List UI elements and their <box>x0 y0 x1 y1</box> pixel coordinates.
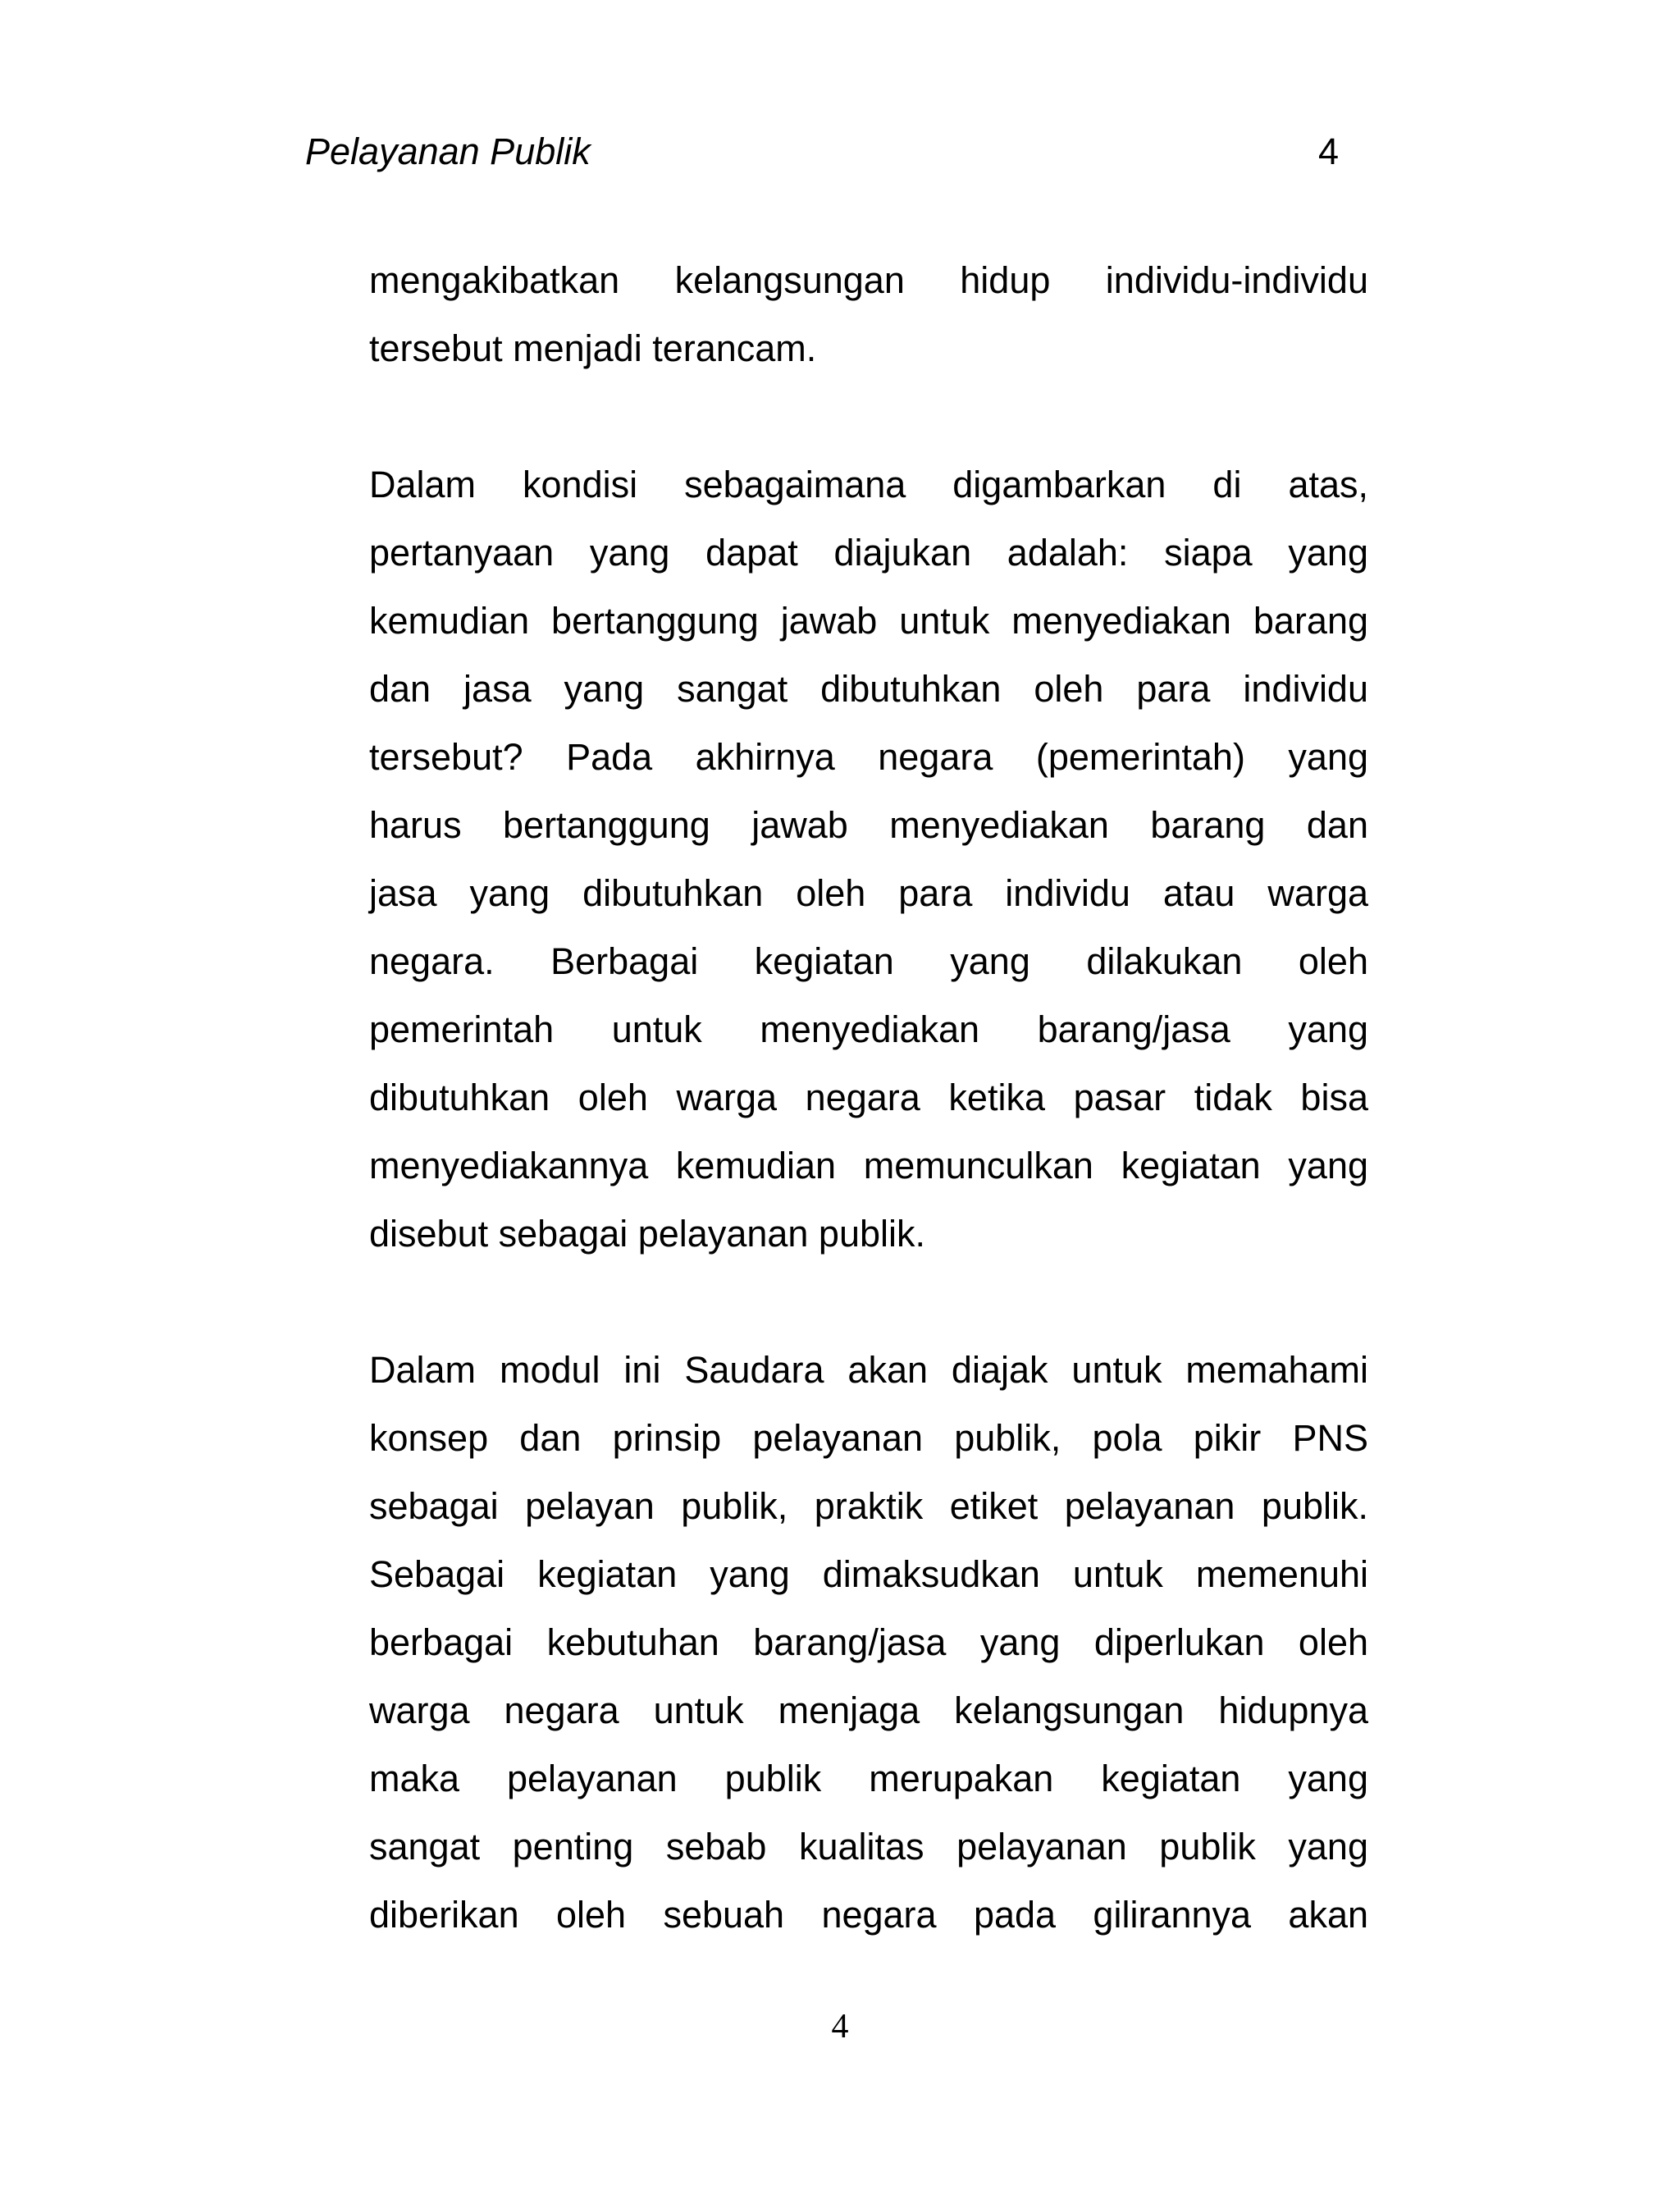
header-page-number: 4 <box>1317 130 1339 172</box>
text-line: mengakibatkan kelangsungan hidup individu-individu <box>369 259 1368 301</box>
text-line: warga negara untuk menjaga kelangsungan hidupnya <box>369 1689 1368 1731</box>
text-line: Sebagai kegiatan yang dimaksudkan untuk memenuhi <box>369 1553 1368 1595</box>
text-line: konsep dan prinsip pelayanan publik, pola pikir PNS <box>369 1417 1368 1459</box>
text-line: negara. Berbagai kegiatan yang dilakukan oleh <box>369 940 1368 982</box>
text-line: dibutuhkan oleh warga negara ketika pasar tidak bisa <box>369 1077 1368 1118</box>
text-line: berbagai kebutuhan barang/jasa yang diperlukan oleh <box>369 1621 1368 1663</box>
paragraph-2 <box>369 450 1368 1268</box>
text-line: pertanyaan yang dapat diajukan adalah: siapa yang <box>369 532 1368 574</box>
paragraph-3 <box>369 1336 1368 1949</box>
footer-page-number: 4 <box>831 2008 849 2046</box>
running-header <box>305 123 1339 181</box>
text-line: diberikan oleh sebuah negara pada gilirannya akan <box>369 1894 1368 1936</box>
text-line: Dalam modul ini Saudara akan diajak untuk memahami <box>369 1349 1368 1391</box>
text-line: harus bertanggung jawab menyediakan barang dan <box>369 804 1368 846</box>
header-title: Pelayanan Publik <box>305 130 591 172</box>
text-line: sangat penting sebab kualitas pelayanan publik yang <box>369 1826 1368 1868</box>
text-line: tersebut? Pada akhirnya negara (pemerintah) yang <box>369 736 1368 778</box>
text-line: jasa yang dibutuhkan oleh para individu atau warga <box>369 872 1368 914</box>
body-text <box>369 246 1368 1949</box>
text-line: pemerintah untuk menyediakan barang/jasa yang <box>369 1008 1368 1050</box>
text-line: tersebut menjadi terancam. <box>369 327 817 369</box>
text-line: Dalam kondisi sebagaimana digambarkan di atas, <box>369 464 1368 505</box>
paragraph-1 <box>369 246 1368 382</box>
text-line: maka pelayanan publik merupakan kegiatan yang <box>369 1758 1368 1799</box>
text-line: dan jasa yang sangat dibutuhkan oleh para individu <box>369 668 1368 710</box>
text-line: sebagai pelayan publik, praktik etiket pelayanan publik. <box>369 1485 1368 1527</box>
text-line: disebut sebagai pelayanan publik. <box>369 1213 926 1255</box>
text-line: kemudian bertanggung jawab untuk menyediakan barang <box>369 600 1368 642</box>
text-line: menyediakannya kemudian memunculkan kegiatan yang <box>369 1145 1368 1186</box>
